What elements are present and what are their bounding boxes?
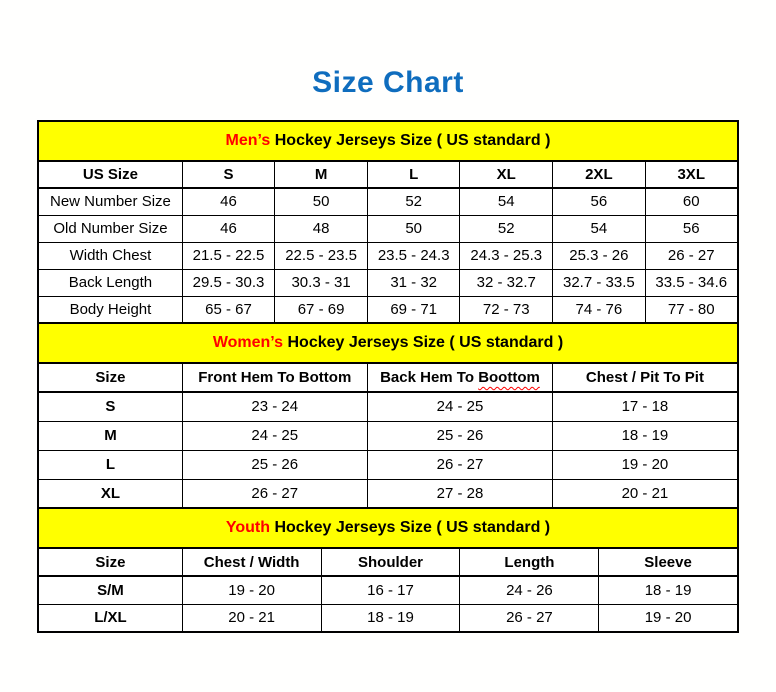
table-cell: 33.5 - 34.6 bbox=[645, 269, 738, 296]
mens-row-label-old-number-size: Old Number Size bbox=[38, 215, 182, 242]
womens-section-band-row bbox=[38, 323, 738, 363]
mens-row-back-length bbox=[38, 269, 738, 296]
table-cell: 25 - 26 bbox=[367, 421, 552, 450]
mens-row-old-number-size bbox=[38, 215, 738, 242]
youth-section-band-row bbox=[38, 508, 738, 548]
table-cell: 22.5 - 23.5 bbox=[275, 242, 368, 269]
mens-col-header-l: L bbox=[367, 161, 460, 188]
table-cell: 26 - 27 bbox=[182, 479, 367, 508]
table-cell: 29.5 - 30.3 bbox=[182, 269, 275, 296]
table-cell: 19 - 20 bbox=[599, 604, 738, 632]
table-cell: 20 - 21 bbox=[182, 604, 321, 632]
womens-row-xl bbox=[38, 479, 738, 508]
table-cell: 52 bbox=[460, 215, 553, 242]
mens-row-label-back-length: Back Length bbox=[38, 269, 182, 296]
table-cell: 46 bbox=[182, 215, 275, 242]
womens-back-hem-text: Back Hem To bbox=[380, 369, 479, 386]
table-cell: 25.3 - 26 bbox=[553, 242, 646, 269]
mens-col-header-s: S bbox=[182, 161, 275, 188]
table-cell: 56 bbox=[553, 188, 646, 215]
table-cell: 24 - 25 bbox=[367, 392, 552, 421]
mens-section-title: Hockey Jerseys Size ( US standard ) bbox=[270, 132, 551, 149]
womens-row-m bbox=[38, 421, 738, 450]
mens-row-label-new-number-size: New Number Size bbox=[38, 188, 182, 215]
womens-col-header-size: Size bbox=[38, 363, 182, 392]
womens-row-label-xl: XL bbox=[38, 479, 182, 508]
table-cell: 24.3 - 25.3 bbox=[460, 242, 553, 269]
youth-section-title: Hockey Jerseys Size ( US standard ) bbox=[270, 519, 551, 536]
mens-col-header-xl: XL bbox=[460, 161, 553, 188]
size-chart-page bbox=[0, 66, 776, 633]
table-cell: 32 - 32.7 bbox=[460, 269, 553, 296]
table-cell: 26 - 27 bbox=[367, 450, 552, 479]
table-cell: 69 - 71 bbox=[367, 296, 460, 323]
table-cell: 50 bbox=[367, 215, 460, 242]
table-cell: 65 - 67 bbox=[182, 296, 275, 323]
table-cell: 74 - 76 bbox=[553, 296, 646, 323]
womens-row-label-m: M bbox=[38, 421, 182, 450]
table-cell: 16 - 17 bbox=[321, 576, 460, 604]
youth-col-header-shoulder: Shoulder bbox=[321, 548, 460, 576]
womens-row-label-s: S bbox=[38, 392, 182, 421]
table-cell: 25 - 26 bbox=[182, 450, 367, 479]
table-cell: 54 bbox=[553, 215, 646, 242]
mens-row-label-body-height: Body Height bbox=[38, 296, 182, 323]
womens-row-label-l: L bbox=[38, 450, 182, 479]
mens-col-header-us-size: US Size bbox=[38, 161, 182, 188]
mens-section-header bbox=[38, 121, 738, 161]
table-cell: 18 - 19 bbox=[599, 576, 738, 604]
youth-col-header-sleeve: Sleeve bbox=[599, 548, 738, 576]
mens-row-new-number-size bbox=[38, 188, 738, 215]
table-cell: 72 - 73 bbox=[460, 296, 553, 323]
youth-row-lxl bbox=[38, 604, 738, 632]
table-cell: 18 - 19 bbox=[553, 421, 738, 450]
womens-section-header bbox=[38, 323, 738, 363]
table-cell: 56 bbox=[645, 215, 738, 242]
page-title: Size Chart bbox=[312, 66, 464, 99]
table-cell: 24 - 26 bbox=[460, 576, 599, 604]
womens-section-title: Hockey Jerseys Size ( US standard ) bbox=[283, 334, 564, 351]
table-cell: 48 bbox=[275, 215, 368, 242]
mens-section-highlight: Men’s bbox=[225, 132, 271, 149]
table-cell: 30.3 - 31 bbox=[275, 269, 368, 296]
table-cell: 67 - 69 bbox=[275, 296, 368, 323]
youth-row-label-sm: S/M bbox=[38, 576, 182, 604]
table-cell: 46 bbox=[182, 188, 275, 215]
table-cell: 21.5 - 22.5 bbox=[182, 242, 275, 269]
table-cell: 20 - 21 bbox=[553, 479, 738, 508]
table-cell: 27 - 28 bbox=[367, 479, 552, 508]
table-cell: 23.5 - 24.3 bbox=[367, 242, 460, 269]
womens-col-header-front-hem: Front Hem To Bottom bbox=[182, 363, 367, 392]
mens-col-header-3xl: 3XL bbox=[645, 161, 738, 188]
table-cell: 60 bbox=[645, 188, 738, 215]
youth-header-row bbox=[38, 548, 738, 576]
table-cell: 26 - 27 bbox=[460, 604, 599, 632]
youth-col-header-chest-width: Chest / Width bbox=[182, 548, 321, 576]
womens-section-highlight: Women’s bbox=[212, 334, 284, 351]
mens-col-header-2xl: 2XL bbox=[553, 161, 646, 188]
size-chart-table bbox=[37, 120, 739, 633]
youth-section-header bbox=[38, 508, 738, 548]
table-cell: 23 - 24 bbox=[182, 392, 367, 421]
youth-section-highlight: Youth bbox=[225, 519, 270, 536]
womens-row-l bbox=[38, 450, 738, 479]
table-cell: 24 - 25 bbox=[182, 421, 367, 450]
womens-header-row bbox=[38, 363, 738, 392]
table-cell: 19 - 20 bbox=[553, 450, 738, 479]
mens-row-body-height bbox=[38, 296, 738, 323]
table-cell: 19 - 20 bbox=[182, 576, 321, 604]
womens-col-header-chest: Chest / Pit To Pit bbox=[553, 363, 738, 392]
table-cell: 32.7 - 33.5 bbox=[553, 269, 646, 296]
table-cell: 31 - 32 bbox=[367, 269, 460, 296]
table-cell: 52 bbox=[367, 188, 460, 215]
mens-row-width-chest bbox=[38, 242, 738, 269]
youth-col-header-size: Size bbox=[38, 548, 182, 576]
womens-row-s bbox=[38, 392, 738, 421]
table-cell: 26 - 27 bbox=[645, 242, 738, 269]
youth-row-label-lxl: L/XL bbox=[38, 604, 182, 632]
mens-col-header-m: M bbox=[275, 161, 368, 188]
mens-row-label-width-chest: Width Chest bbox=[38, 242, 182, 269]
table-cell: 18 - 19 bbox=[321, 604, 460, 632]
youth-row-sm bbox=[38, 576, 738, 604]
table-cell: 17 - 18 bbox=[553, 392, 738, 421]
youth-col-header-length: Length bbox=[460, 548, 599, 576]
mens-header-row bbox=[38, 161, 738, 188]
mens-section-band-row bbox=[38, 121, 738, 161]
womens-col-header-back-hem bbox=[367, 363, 552, 392]
table-cell: 77 - 80 bbox=[645, 296, 738, 323]
table-cell: 50 bbox=[275, 188, 368, 215]
table-cell: 54 bbox=[460, 188, 553, 215]
womens-back-hem-misspelled-word: Boottom bbox=[478, 369, 540, 386]
